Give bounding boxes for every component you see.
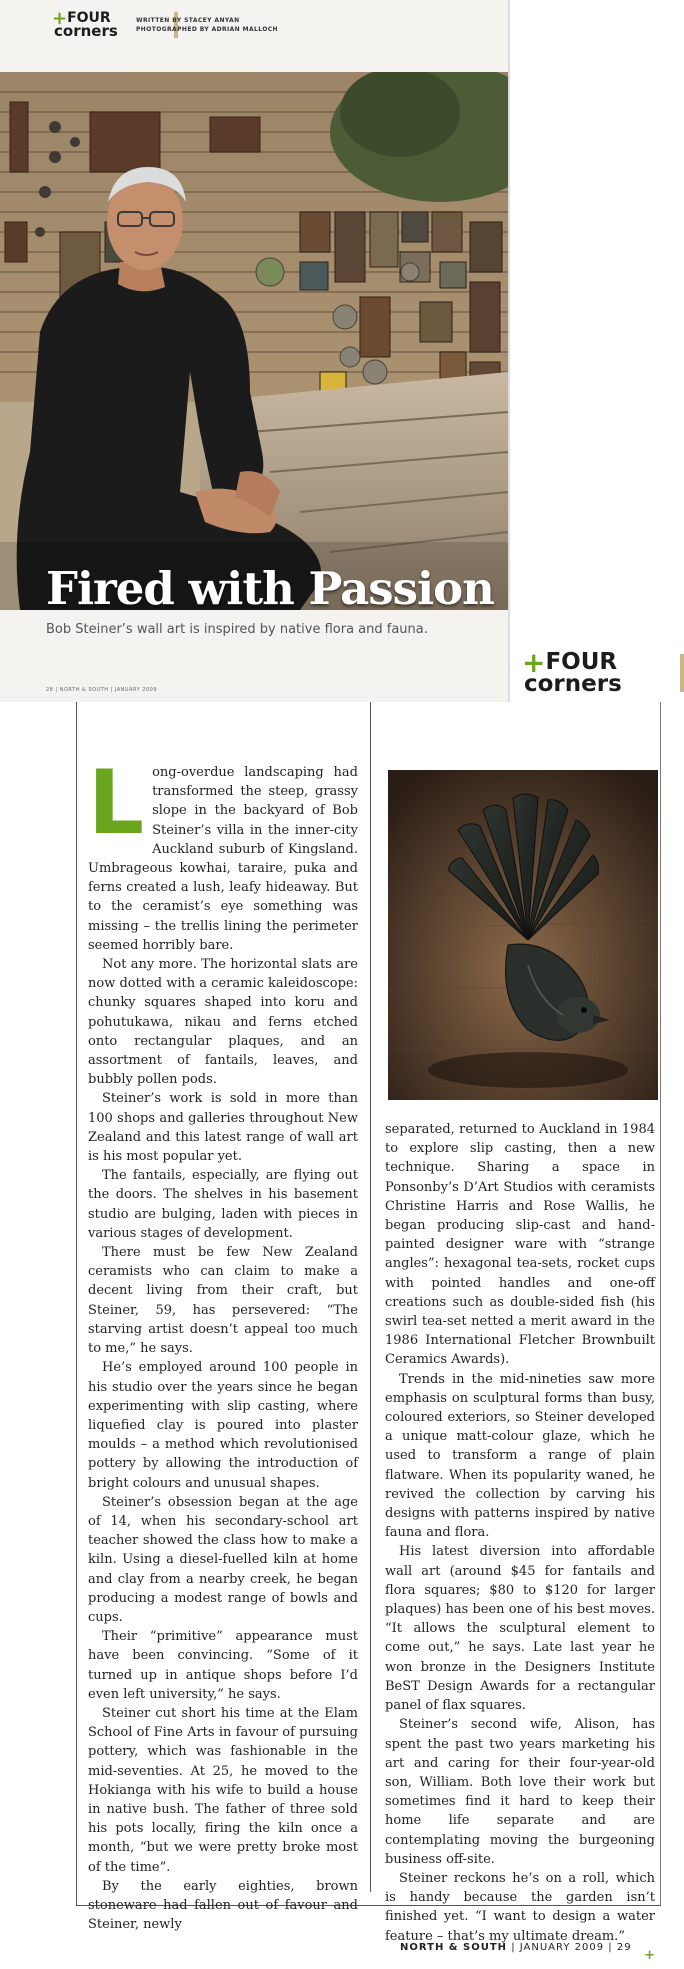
byline-credits xyxy=(136,16,278,34)
article-paragraph: There must be few New Zealand ceramists who can claim to make a decent living from their craft, but Steiner, 59, has persevered: “The starving artist doesn’t appeal too much to me,” he says. xyxy=(88,1245,358,1357)
footer-issue: JANUARY 2009 xyxy=(519,1942,605,1953)
logo-plus: + xyxy=(52,8,68,29)
footer-magazine: NORTH & SOUTH xyxy=(400,1942,508,1953)
logo-accent-bar xyxy=(680,654,684,692)
footer-separator: | xyxy=(608,1942,613,1953)
feature-subhead: Bob Steiner’s wall art is inspired by native flora and fauna. xyxy=(46,622,428,637)
article-paragraph: The fantails, especially, are flying out the doors. The shelves in his basement studio are bulging, laden with pieces in various stages of development. xyxy=(88,1168,358,1241)
footer-separator: | xyxy=(511,1942,516,1953)
four-corners-logo-large xyxy=(522,646,622,697)
column-divider xyxy=(370,702,371,1892)
writer-credit: WRITTEN BY STACEY ANYAN xyxy=(136,17,240,24)
feature-opening-page xyxy=(0,0,508,702)
fantail-illustration xyxy=(388,770,658,1100)
article-paragraph: By the early eighties, brown stoneware had fallen out of favour and Steiner, newly xyxy=(88,1878,358,1933)
artist-portrait-photo xyxy=(0,72,508,610)
article-paragraph: His latest diversion into affordable wall art (around $45 for fantails and flora squares; $80 to $120 for larger plaques) has been one of his best moves. “It allows the sculptural element to come out,” he says. Late last year he won bronze in the Designers Institute BeST Design Awards for a rectangular panel of flax squares. xyxy=(385,1544,655,1714)
logo-word-corners: corners xyxy=(54,22,118,40)
drop-cap: L xyxy=(88,751,145,854)
article-column-left xyxy=(88,751,358,1934)
article-paragraph: Steiner’s second wife, Alison, has spent the past two years marketing his art and caring for their four-year-old son, William. Both love their work but sometimes find it hard to keep their home life separate and are contemplating moving the burgeoning business off-site. xyxy=(385,1717,655,1867)
logo-word-corners: corners xyxy=(524,671,622,697)
article-column-right xyxy=(385,1120,655,1965)
photographer-credit: PHOTOGRAPHED BY ADRIAN MALLOCH xyxy=(136,26,278,33)
article-paragraph: Trends in the mid-nineties saw more emphasis on sculptural forms than busy, coloured exteriors, so Steiner developed a unique matt-colour glaze, which he used to transform a range of plain flatware. When its popularity waned, he revived the collection by carving his designs with patterns inspired by native fauna and flora. xyxy=(385,1371,655,1541)
article-paragraph: He’s employed around 100 people in his studio over the years since he began experimenting with slip casting, where liquefied clay is poured into plaster moulds – a method which revolutionised pottery by allowing the introduction of bright colours and unusual shapes. xyxy=(88,1360,358,1491)
logo-word-four: FOUR xyxy=(545,649,618,675)
footer-page-number: 29 xyxy=(616,1942,632,1953)
feature-headline: Fired with Passion xyxy=(46,562,494,615)
end-of-article-mark: + xyxy=(644,1947,655,1963)
article-paragraph: Steiner’s work is sold in more than 100 shops and galleries throughout New Zealand and this latest range of wall art is his most popular yet. xyxy=(88,1091,358,1165)
article-paragraph: Steiner reckons he’s on a roll, which is handy because the garden isn’t finished yet. “I want to design a water feature – that’s my ultimate dream.” xyxy=(385,1870,655,1944)
article-paragraph: Steiner’s obsession began at the age of 14, when his secondary-school art teacher showed the class how to make a kiln. Using a diesel-fuelled kiln at home and clay from a nearby creek, he began producing a modest range of bowls and cups. xyxy=(88,1494,358,1625)
page-footer xyxy=(400,1942,632,1953)
left-page-folio: 28 | NORTH & SOUTH | JANUARY 2009 xyxy=(46,687,157,693)
article-paragraph: Their “primitive” appearance must have been convincing. “Some of it turned up in antique shops before I’d even left university,” he says. xyxy=(88,1629,358,1702)
portrait-illustration xyxy=(0,72,508,610)
article-paragraph: separated, returned to Auckland in 1984 to explore slip casting, then a new technique. Sharing a space in Ponsonby’s D’Art Studios with ceramists Christine Harris and Rose Wallis, he began producing slip-cast and hand-painted designer ware with “strange angles”: hexagonal tea-sets, rocket cups with pointed handles and one-off creations such as double-sided fish (his swirl tea-set netted a merit award in the 1986 International Fletcher Brownbuilt Ceramics Awards). xyxy=(385,1122,655,1368)
article-paragraph: ong-overdue landscaping had transformed the steep, grassy slope in the backyard of Bob Steiner’s villa in the inner-city Auckland suburb of Kingsland. Umbrageous kowhai, taraire, puka and ferns created a lush, leafy hideaway. But to the ceramist’s eye something was missing – the trellis lining the perimeter seemed horribly bare. xyxy=(88,765,358,953)
logo-word-four: FOUR xyxy=(67,10,111,26)
article-frame-right-rule xyxy=(660,702,661,1905)
article-paragraph: Steiner cut short his time at the Elam School of Fine Arts in favour of pursuing pottery, which was fashionable in the mid-seventies. At 25, he moved to the Hokianga with his wife to build a house in native bush. The father of three sold his pots locally, firing the kiln once a month, “but we were pretty broke most of the time”. xyxy=(88,1705,358,1875)
four-corners-logo-small xyxy=(52,10,118,38)
logo-plus: + xyxy=(522,646,546,679)
fantail-sculpture-photo xyxy=(388,770,658,1100)
article-paragraph: Not any more. The horizontal slats are now dotted with a ceramic kaleidoscope: chunky squares shaped into koru and pohutukawa, nikau and ferns etched onto rectangular plaques, and an assortment of fantails, leaves, and bubbly pollen pods. xyxy=(88,957,358,1088)
